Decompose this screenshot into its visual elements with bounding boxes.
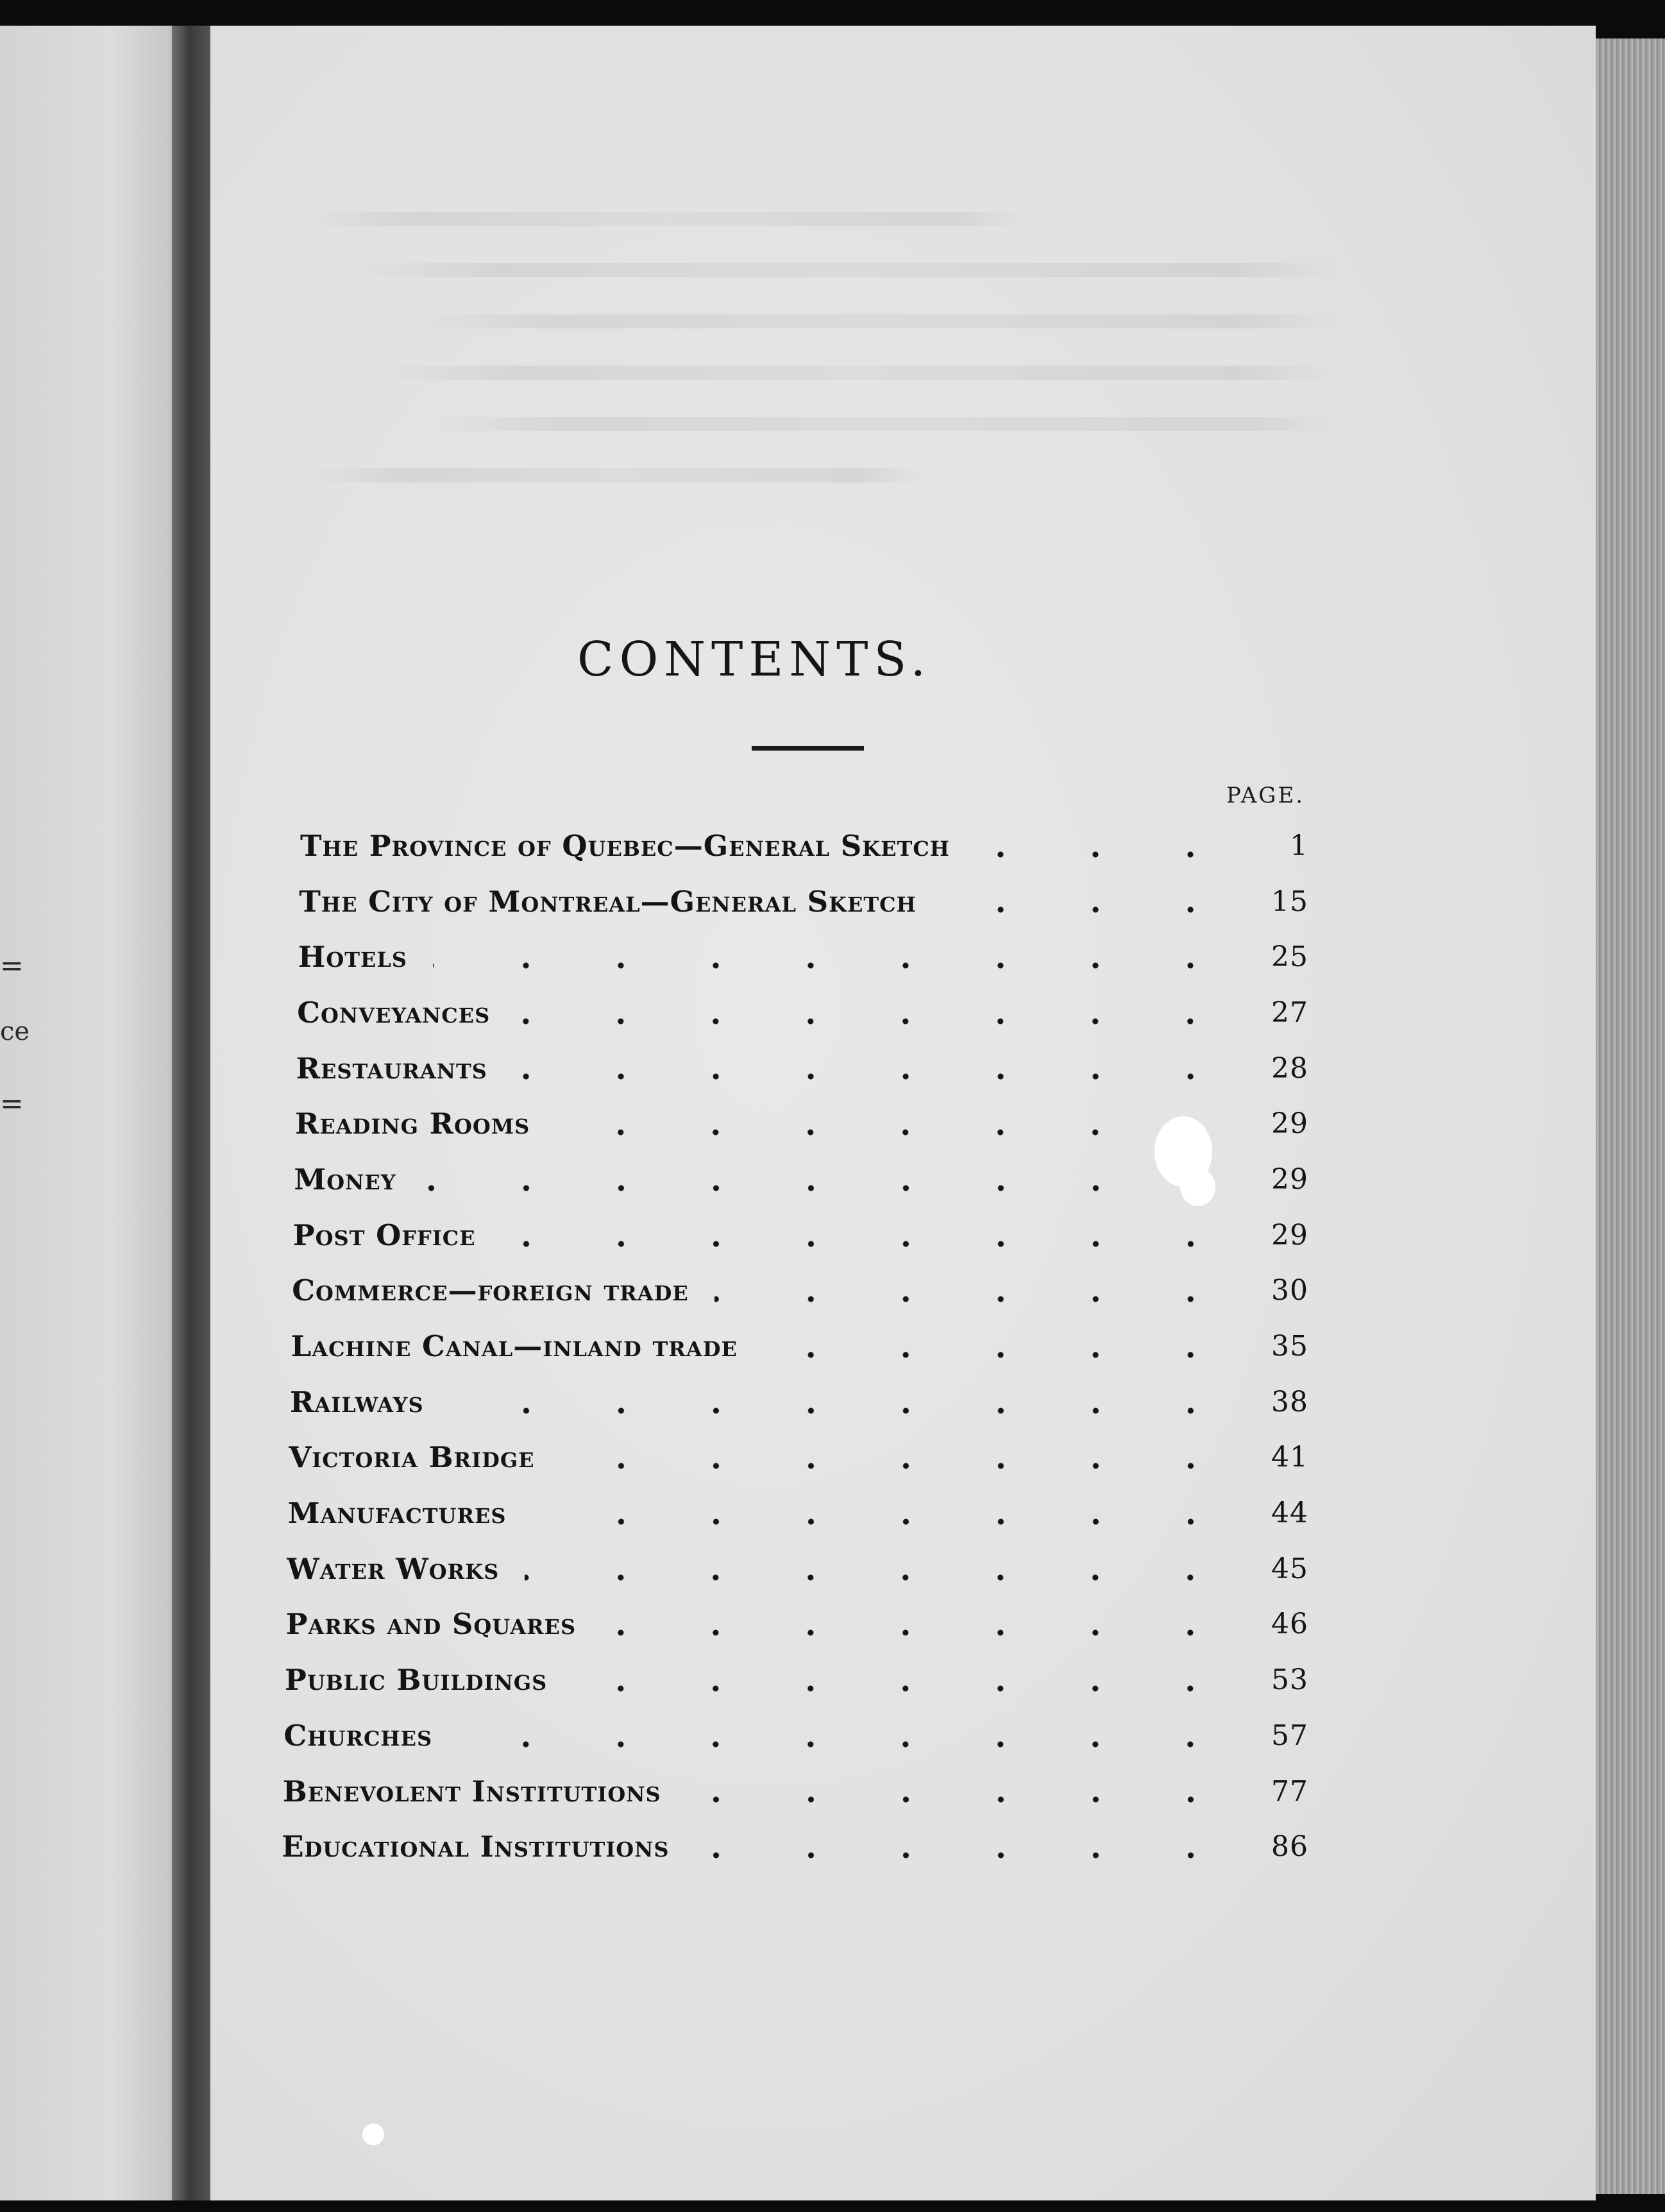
dot-leader bbox=[555, 1128, 1238, 1136]
toc-entry bbox=[290, 1374, 1308, 1430]
toc-entry-title: Conveyances bbox=[297, 995, 491, 1030]
dot-leader bbox=[573, 1685, 1238, 1692]
book-gutter bbox=[172, 26, 212, 2200]
left-page-fragment: = bbox=[0, 1087, 24, 1120]
toc-entry-title: Victoria Bridge bbox=[289, 1440, 535, 1475]
toc-entry-title: Post Office bbox=[292, 1218, 476, 1252]
page-edge-stack bbox=[1596, 38, 1665, 2194]
toc-entry-page: 57 bbox=[1271, 1719, 1308, 1752]
toc-entry-page: 27 bbox=[1271, 996, 1308, 1029]
heading-rule bbox=[752, 746, 864, 751]
dot-leader bbox=[502, 1240, 1238, 1248]
toc-entry-title: Money bbox=[294, 1162, 396, 1196]
toc-entry-page: 53 bbox=[1271, 1663, 1308, 1697]
dot-leader bbox=[433, 962, 1238, 969]
dot-leader bbox=[714, 1295, 1238, 1303]
toc-entry bbox=[292, 1263, 1308, 1319]
dot-leader bbox=[422, 1184, 1238, 1192]
toc-entry bbox=[283, 1708, 1308, 1764]
dot-leader bbox=[450, 1407, 1238, 1415]
toc-entry-page: 44 bbox=[1271, 1497, 1308, 1530]
toc-entry bbox=[282, 1819, 1308, 1875]
toc-entry-title: Lachine Canal—inland trade bbox=[291, 1329, 738, 1364]
toc-entry-title: Reading Rooms bbox=[295, 1107, 530, 1141]
left-page-fragment: ce bbox=[0, 1017, 30, 1046]
toc-entry-page: 38 bbox=[1271, 1385, 1308, 1418]
toc-entry-page: 29 bbox=[1271, 1107, 1308, 1141]
toc-entry bbox=[298, 929, 1308, 985]
left-page-fragment: = bbox=[0, 949, 24, 982]
toc-entry-page: 1 bbox=[1290, 829, 1308, 862]
left-page-edge bbox=[0, 26, 183, 2200]
toc-entry-page: 45 bbox=[1271, 1552, 1308, 1585]
dot-leader bbox=[532, 1518, 1238, 1526]
paper-blemish bbox=[362, 2123, 384, 2145]
toc-entry-title: Hotels bbox=[298, 940, 408, 974]
dot-leader bbox=[695, 1851, 1238, 1859]
toc-entry-title: The City of Montreal—General Sketch bbox=[299, 884, 917, 919]
toc-entry bbox=[289, 1430, 1308, 1486]
toc-entry bbox=[293, 1207, 1308, 1263]
contents-heading: CONTENTS. bbox=[577, 632, 932, 687]
table-of-contents bbox=[282, 818, 1308, 1875]
dot-leader bbox=[561, 1462, 1238, 1470]
toc-entry bbox=[286, 1597, 1308, 1653]
toc-entry-page: 30 bbox=[1271, 1274, 1308, 1307]
toc-entry bbox=[291, 1318, 1308, 1374]
dot-leader bbox=[602, 1629, 1238, 1637]
toc-entry bbox=[283, 1764, 1308, 1819]
toc-entry-title: Benevolent Institutions bbox=[282, 1774, 661, 1808]
page-column-label: PAGE. bbox=[1226, 783, 1305, 808]
toc-entry-page: 29 bbox=[1271, 1162, 1308, 1196]
toc-entry-page: 41 bbox=[1271, 1441, 1308, 1474]
dot-leader bbox=[687, 1796, 1238, 1803]
dot-leader bbox=[513, 1073, 1238, 1080]
bleed-through-text bbox=[308, 212, 1334, 571]
toc-entry bbox=[287, 1541, 1308, 1597]
toc-entry-title: Manufactures bbox=[287, 1496, 507, 1531]
toc-entry-page: 46 bbox=[1271, 1608, 1308, 1641]
dot-leader bbox=[458, 1740, 1238, 1748]
dot-leader bbox=[516, 1017, 1238, 1025]
toc-entry bbox=[297, 985, 1308, 1041]
toc-entry-title: Educational Institutions bbox=[282, 1830, 670, 1864]
toc-entry bbox=[285, 1652, 1308, 1708]
dot-leader bbox=[525, 1574, 1238, 1581]
toc-entry-title: Restaurants bbox=[296, 1051, 487, 1085]
toc-entry-page: 86 bbox=[1271, 1830, 1308, 1864]
toc-entry-title: Commerce—foreign trade bbox=[292, 1273, 689, 1308]
toc-entry-title: Railways bbox=[290, 1384, 424, 1419]
dot-leader bbox=[976, 851, 1238, 858]
toc-entry-page: 29 bbox=[1271, 1218, 1308, 1252]
toc-entry-title: Water Works bbox=[287, 1551, 500, 1586]
toc-entry-page: 25 bbox=[1271, 940, 1308, 974]
toc-entry-title: Churches bbox=[283, 1718, 433, 1753]
toc-entry-page: 77 bbox=[1271, 1774, 1308, 1808]
toc-entry bbox=[296, 1041, 1308, 1096]
toc-entry-title: Public Buildings bbox=[285, 1663, 548, 1697]
toc-entry-page: 28 bbox=[1271, 1051, 1308, 1085]
toc-entry bbox=[299, 874, 1308, 930]
toc-entry bbox=[288, 1485, 1308, 1541]
toc-entry-page: 35 bbox=[1271, 1330, 1308, 1363]
toc-entry-page: 15 bbox=[1271, 885, 1308, 918]
dot-leader bbox=[763, 1351, 1238, 1359]
dot-leader bbox=[942, 906, 1238, 914]
toc-entry bbox=[300, 818, 1308, 874]
toc-entry-title: The Province of Quebec—General Sketch bbox=[300, 828, 951, 863]
paper-blemish bbox=[1180, 1168, 1215, 1206]
toc-entry-title: Parks and Squares bbox=[285, 1607, 577, 1642]
